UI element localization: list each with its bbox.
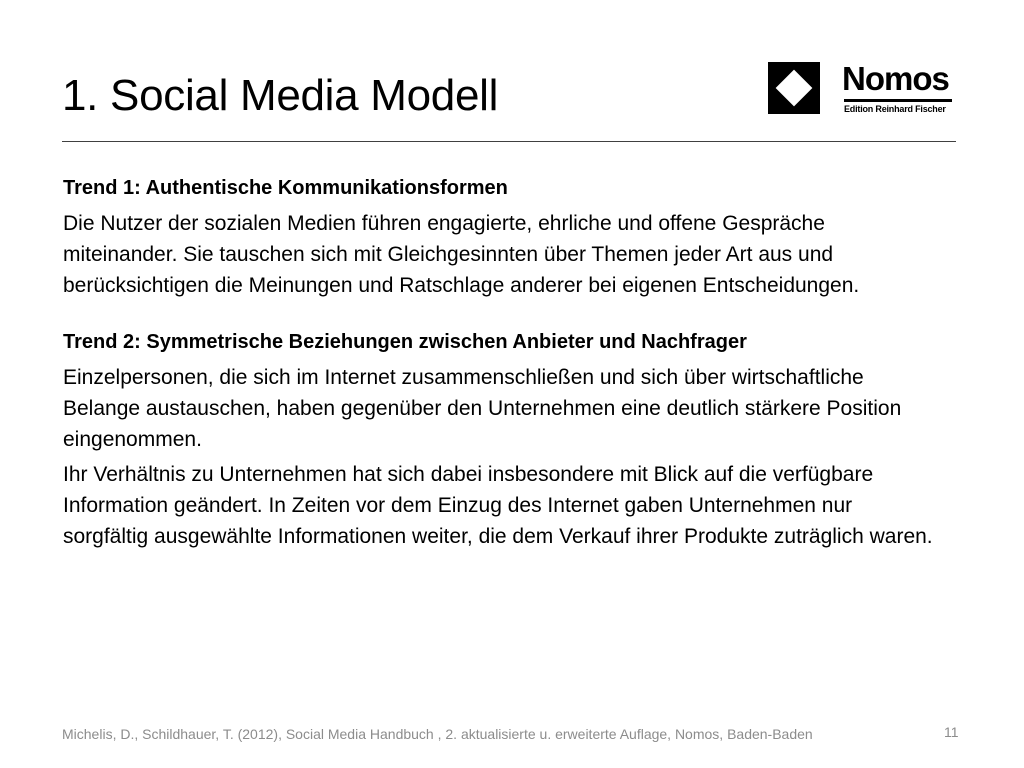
slide-body	[63, 173, 943, 552]
trend-2-paragraph-2: Ihr Verhältnis zu Unternehmen hat sich dabei insbesondere mit Blick auf die verfügbare Information geändert. In Zeiten vor dem Einzug des Internet gaben Unternehmen nur sorgfältig ausgewählte Informationen weiter, die dem Verkauf ihrer Produkte zuträglich waren.	[63, 463, 933, 548]
slide-title: 1. Social Media Modell	[62, 71, 499, 120]
page-number: 11	[944, 724, 959, 740]
title-divider	[62, 141, 956, 142]
nomos-diamond-icon	[768, 62, 820, 114]
trend-1-heading: Trend 1: Authentische Kommunikationsformen	[63, 177, 508, 199]
logo-name: Nomos	[842, 60, 949, 97]
trend-1-paragraph: Die Nutzer der sozialen Medien führen engagierte, ehrliche und offene Gespräche miteinander. Sie tauschen sich mit Gleichgesinnten über Themen jeder Art aus und berücksichtigen die Meinungen und Ratschlage anderer bei eigenen Entscheidungen.	[63, 212, 860, 297]
trend-2-heading: Trend 2: Symmetrische Beziehungen zwischen Anbieter und Nachfrager	[63, 331, 747, 353]
footer-citation: Michelis, D., Schildhauer, T. (2012), Social Media Handbuch , 2. aktualisierte u. erweiterte Auflage, Nomos, Baden-Baden	[62, 726, 813, 742]
trend-2-paragraph-1: Einzelpersonen, die sich im Internet zusammenschließen und sich über wirtschaftliche Belange austauschen, haben gegenüber den Unternehmen eine deutlich stärkere Position eingenommen.	[63, 366, 902, 451]
section-spacer	[63, 301, 943, 327]
logo-edition: Edition Reinhard Fischer	[844, 104, 946, 114]
nomos-logo	[768, 62, 954, 116]
logo-divider	[844, 99, 952, 102]
